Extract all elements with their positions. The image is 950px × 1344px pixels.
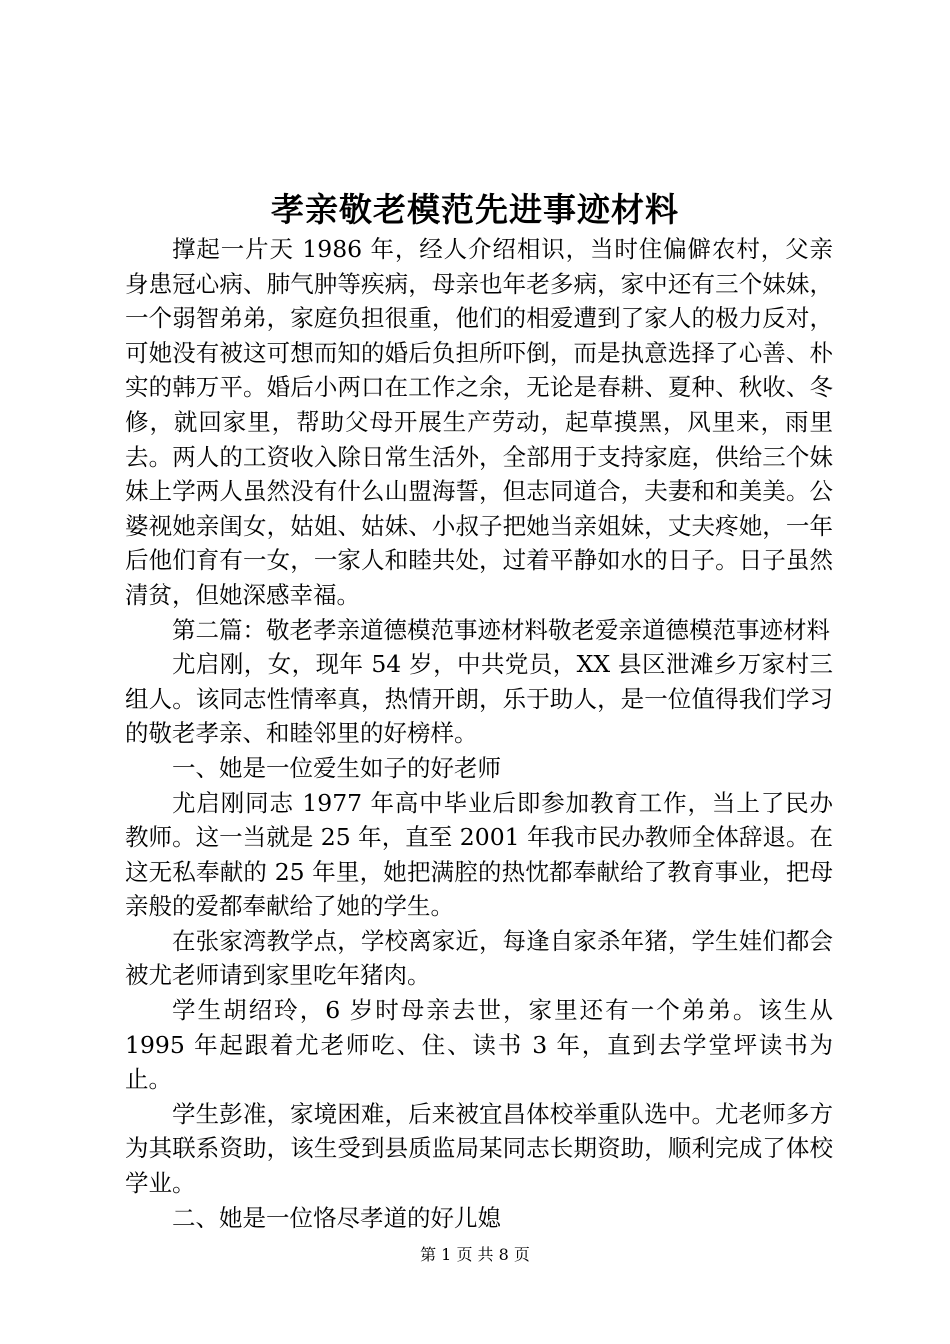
paragraph: 在张家湾教学点，学校离家近，每逢自家杀年猪，学生娃们都会被尤老师请到家里吃年猪肉。: [125, 926, 833, 990]
paragraph: 学生彭准，家境困难，后来被宜昌体校举重队选中。尤老师多方为其联系资助，该生受到县质监局某同志长期资助，顺利完成了体校学业。: [125, 1099, 833, 1198]
paragraph: 第二篇：敬老孝亲道德模范事迹材料敬老爱亲道德模范事迹材料: [172, 615, 830, 644]
document-body: [125, 232, 833, 1235]
section-heading: 一、她是一位爱生如子的好老师: [172, 753, 501, 782]
paragraph: 学生胡绍玲，6 岁时母亲去世，家里还有一个弟弟。该生从 1995 年起跟着尤老师吃、住、读书 3 年，直到去学堂坪读书为止。: [125, 996, 833, 1094]
page-footer: 第 1 页 共 8 页: [420, 1245, 530, 1264]
paragraph: 尤启刚同志 1977 年高中毕业后即参加教育工作，当上了民办教师。这一当就是 25 年，直至 2001 年我市民办教师全体辞退。在这无私奉献的 25 年里，她把满腔的热忱都奉献给了教育事业，把母亲般的爱都奉献给了她的学生。: [125, 788, 833, 921]
paragraph: 撑起一片天 1986 年，经人介绍相识，当时住偏僻农村，父亲身患冠心病、肺气肿等疾病，母亲也年老多病，家中还有三个妹妹，一个弱智弟弟，家庭负担很重，他们的相爱遭到了家人的极力反对，可她没有被这可想而知的婚后负担所吓倒，而是执意选择了心善、朴实的韩万平。婚后小两口在工作之余，无论是春耕、夏种、秋收、冬修，就回家里，帮助父母开展生产劳动，起草摸黑，风里来，雨里去。两人的工资收入除日常生活外，全部用于支持家庭，供给三个妹妹上学两人虽然没有什么山盟海誓，但志同道合，夫妻和和美美。公婆视她亲闺女，姑姐、姑妹、小叔子把她当亲姐妹，丈夫疼她，一年后他们育有一女，一家人和睦共处，过着平静如水的日子。日子虽然清贫，但她深感幸福。: [125, 235, 833, 609]
document-title: 孝亲敬老模范先进事迹材料: [271, 190, 679, 229]
section-heading: 二、她是一位恪尽孝道的好儿媳: [172, 1203, 501, 1232]
paragraph: 尤启刚，女，现年 54 岁，中共党员，XX 县区泄滩乡万家村三组人。该同志性情率真，热情开朗，乐于助人，是一位值得我们学习的敬老孝亲、和睦邻里的好榜样。: [125, 650, 833, 748]
